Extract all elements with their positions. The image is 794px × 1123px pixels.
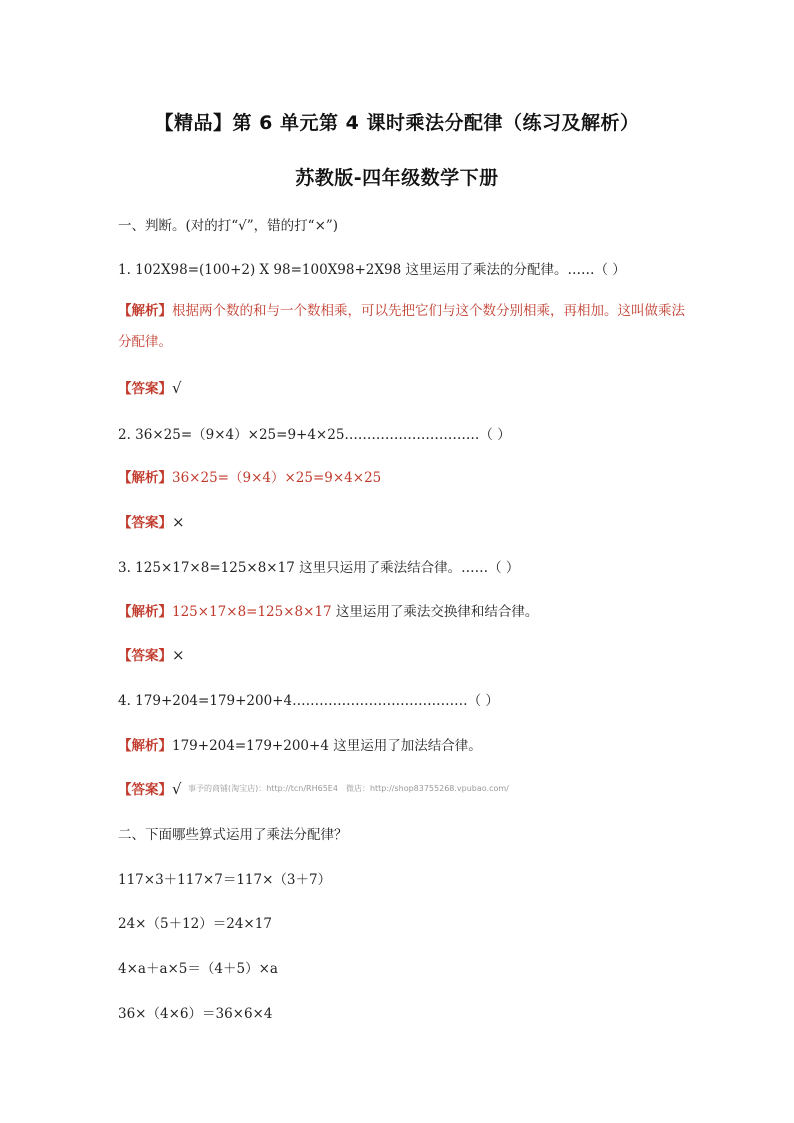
formula-2: 24×（5＋12）＝24×17 <box>118 916 272 932</box>
answer-tag: 【答案】 <box>118 648 172 664</box>
analysis-tag: 【解析】 <box>118 303 172 319</box>
question-4: 4. 179+204=179+200+4…………………………………（ ） <box>118 693 499 709</box>
analysis-formula: 125×17×8=125×8×17 <box>172 604 332 620</box>
question-3: 3. 125×17×8=125×8×17 这里只运用了乘法结合律。……（ ） <box>118 560 520 576</box>
analysis-text: 36×25=（9×4）×25=9×4×25 <box>172 470 382 486</box>
analysis-tag: 【解析】 <box>118 604 172 620</box>
answer-value: × <box>172 513 185 531</box>
analysis-4 <box>118 734 482 754</box>
answer-value: √ <box>172 780 182 798</box>
analysis-tag: 【解析】 <box>118 470 172 486</box>
formula-4: 36×（4×6）＝36×6×4 <box>118 1006 273 1022</box>
answer-tag: 【答案】 <box>118 515 172 531</box>
analysis-text: 179+204=179+200+4 这里运用了加法结合律。 <box>172 738 482 754</box>
question-1: 1. 102X98=(100+2) X 98=100X98+2X98 这里运用了乘法的分配律。……（ ） <box>118 262 626 278</box>
shop-watermark: 事予的商铺(淘宝店)：http://tcn/RH65E4 微店：http://shop83755268.vpubao.com/ <box>188 784 509 793</box>
analysis-3 <box>118 600 538 620</box>
answer-value: × <box>172 646 185 664</box>
section2-heading: 二、下面哪些算式运用了乘法分配律？ <box>118 827 348 843</box>
answer-tag: 【答案】 <box>118 381 172 397</box>
document-title: 【精品】第 6 单元第 4 课时乘法分配律（练习及解析） <box>154 112 640 134</box>
answer-value: √ <box>172 379 182 397</box>
answer-3 <box>118 644 185 664</box>
analysis-text: 根据两个数的和与一个数相乘，可以先把它们与这个数分别相乘，再相加。这叫做乘法分配律。 <box>118 303 685 350</box>
question-2: 2. 36×25=（9×4）×25=9+4×25…………………………（ ） <box>118 427 511 443</box>
section1-heading: 一、判断。(对的打“√”，错的打“×”) <box>118 218 339 234</box>
document-subtitle: 苏教版-四年级数学下册 <box>295 167 499 189</box>
answer-2 <box>118 511 185 531</box>
formula-3: 4×a＋a×5＝（4＋5）×a <box>118 961 278 977</box>
answer-1 <box>118 377 182 397</box>
answer-4 <box>118 778 182 798</box>
analysis-2 <box>118 466 381 486</box>
analysis-tag: 【解析】 <box>118 738 172 754</box>
analysis-text: 这里运用了乘法交换律和结合律。 <box>331 604 539 620</box>
analysis-1 <box>118 296 688 358</box>
formula-1: 117×3＋117×7＝117×（3＋7） <box>118 872 332 888</box>
answer-tag: 【答案】 <box>118 782 172 798</box>
